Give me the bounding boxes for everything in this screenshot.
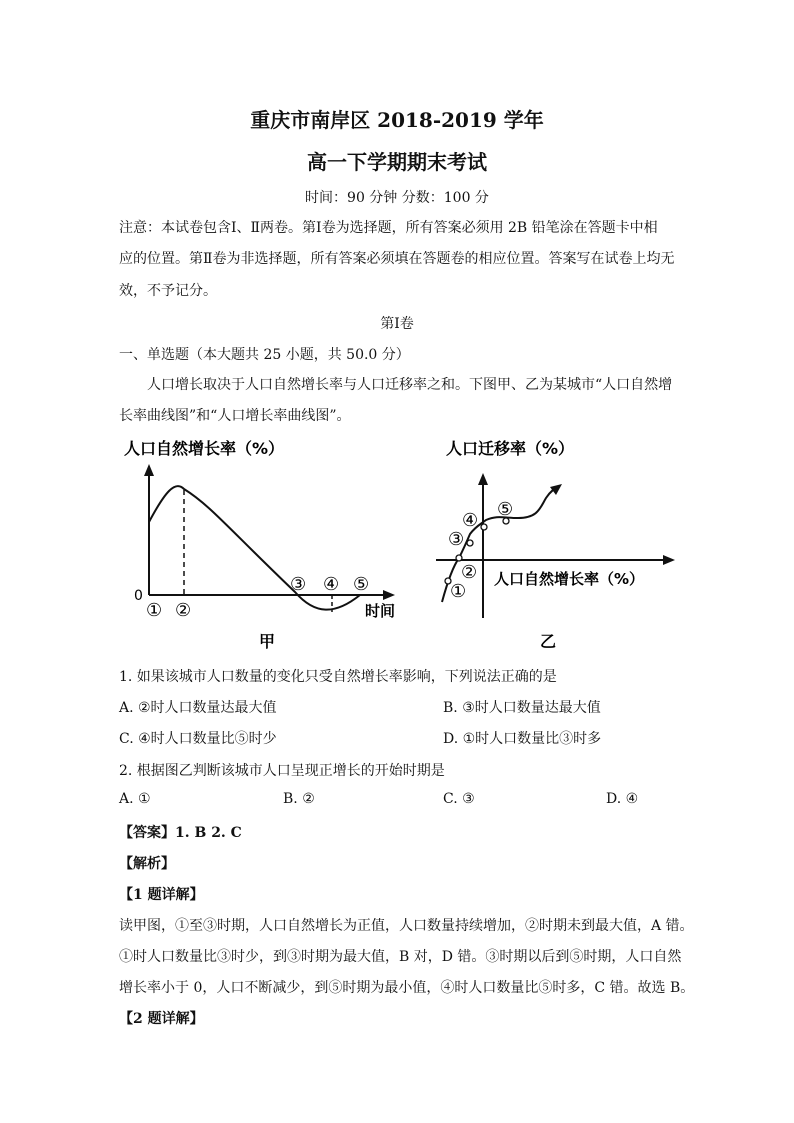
figure-yi-xlabel: 人口自然增长率（%） bbox=[494, 570, 645, 588]
question-2-option-a: A. ① bbox=[119, 791, 151, 807]
figure-yi-caption: 乙 bbox=[540, 632, 557, 651]
detail-1-line-2: ①时人口数量比③时少，到③时期为最大值，B 对，D 错。③时期以后到⑤时期，人口自然 bbox=[119, 949, 682, 965]
question-2-option-c: C. ③ bbox=[443, 791, 475, 807]
section-title: 第Ⅰ卷 bbox=[380, 316, 414, 332]
figure-jia-origin: 0 bbox=[134, 588, 143, 604]
exam-title-line1: 重庆市南岸区 2018-2019 学年 bbox=[250, 108, 544, 132]
figure-jia bbox=[120, 430, 420, 660]
notice-line-1: 注意：本试卷包含Ⅰ、Ⅱ两卷。第Ⅰ卷为选择题，所有答案必须用 2B 铅笔涂在答题卡中相 bbox=[119, 220, 658, 236]
figure-jia-caption: 甲 bbox=[259, 632, 276, 651]
intro-line-1: 人口增长取决于人口自然增长率与人口迁移率之和。下图甲、乙为某城市“人口自然增 bbox=[147, 377, 673, 393]
question-1-option-b: B. ③时人口数量达最大值 bbox=[443, 700, 601, 716]
figure-yi-marker-5: ⑤ bbox=[497, 499, 514, 520]
detail-2-label: 【2 题详解】 bbox=[119, 1011, 204, 1027]
figure-jia-x-arrow bbox=[383, 590, 395, 600]
exam-title-line2: 高一下学期期末考试 bbox=[307, 150, 487, 174]
question-1-option-c: C. ④时人口数量比⑤时少 bbox=[119, 731, 277, 747]
detail-1-line-3: 增长率小于 0，人口不断减少，到⑤时期为最小值，④时人口数量比⑤时多，C 错。故选 B。 bbox=[119, 980, 695, 996]
figure-yi-x-arrow bbox=[663, 555, 675, 565]
detail-1-label: 【1 题详解】 bbox=[119, 887, 204, 903]
figure-yi-point-4 bbox=[481, 524, 487, 530]
analysis-label: 【解析】 bbox=[119, 856, 175, 872]
figure-jia-marker-5: ⑤ bbox=[353, 574, 370, 595]
answer-line: 【答案】1. B 2. C bbox=[119, 825, 242, 841]
time-score-info: 时间：90 分钟 分数：100 分 bbox=[305, 190, 489, 206]
figure-yi-marker-4: ④ bbox=[462, 510, 479, 531]
figure-yi-marker-1: ① bbox=[450, 581, 467, 602]
figure-yi-marker-2: ② bbox=[461, 562, 478, 583]
figure-yi-point-2 bbox=[456, 555, 462, 561]
figure-yi-ylabel: 人口迁移率（%） bbox=[446, 439, 575, 458]
figure-yi-y-arrow bbox=[478, 473, 488, 485]
detail-1-line-1: 读甲图，①至③时期，人口自然增长为正值，人口数量持续增加，②时期未到最大值，A 错。 bbox=[119, 918, 694, 934]
figure-jia-xlabel: 时间 bbox=[365, 602, 396, 620]
figure-jia-ylabel: 人口自然增长率（%） bbox=[124, 439, 285, 458]
intro-line-2: 长率曲线图”和“人口增长率曲线图”。 bbox=[119, 408, 351, 424]
question-1-option-d: D. ①时人口数量比③时多 bbox=[443, 731, 602, 747]
question-2-stem: 2. 根据图乙判断该城市人口呈现正增长的开始时期是 bbox=[119, 763, 445, 779]
question-1-stem: 1. 如果该城市人口数量的变化只受自然增长率影响，下列说法正确的是 bbox=[119, 669, 557, 685]
figure-yi bbox=[428, 430, 678, 660]
figure-yi-marker-3: ③ bbox=[448, 529, 465, 550]
question-2-option-d: D. ④ bbox=[606, 791, 639, 807]
figure-yi-curve-arrow bbox=[550, 484, 562, 495]
figure-jia-y-arrow bbox=[144, 464, 154, 476]
figure-jia-marker-2: ② bbox=[175, 600, 192, 621]
figure-jia-marker-4: ④ bbox=[323, 574, 340, 595]
question-1-option-a: A. ②时人口数量达最大值 bbox=[119, 700, 277, 716]
notice-line-3: 效，不予记分。 bbox=[119, 283, 217, 299]
part-title: 一、单选题（本大题共 25 小题，共 50.0 分） bbox=[119, 347, 410, 363]
figure-jia-marker-1: ① bbox=[146, 600, 163, 621]
notice-line-2: 应的位置。第Ⅱ卷为非选择题，所有答案必须填在答题卷的相应位置。答案写在试卷上均无 bbox=[119, 251, 675, 267]
question-2-option-b: B. ② bbox=[283, 791, 315, 807]
figure-yi-point-3 bbox=[467, 540, 473, 546]
figure-jia-marker-3: ③ bbox=[290, 574, 307, 595]
